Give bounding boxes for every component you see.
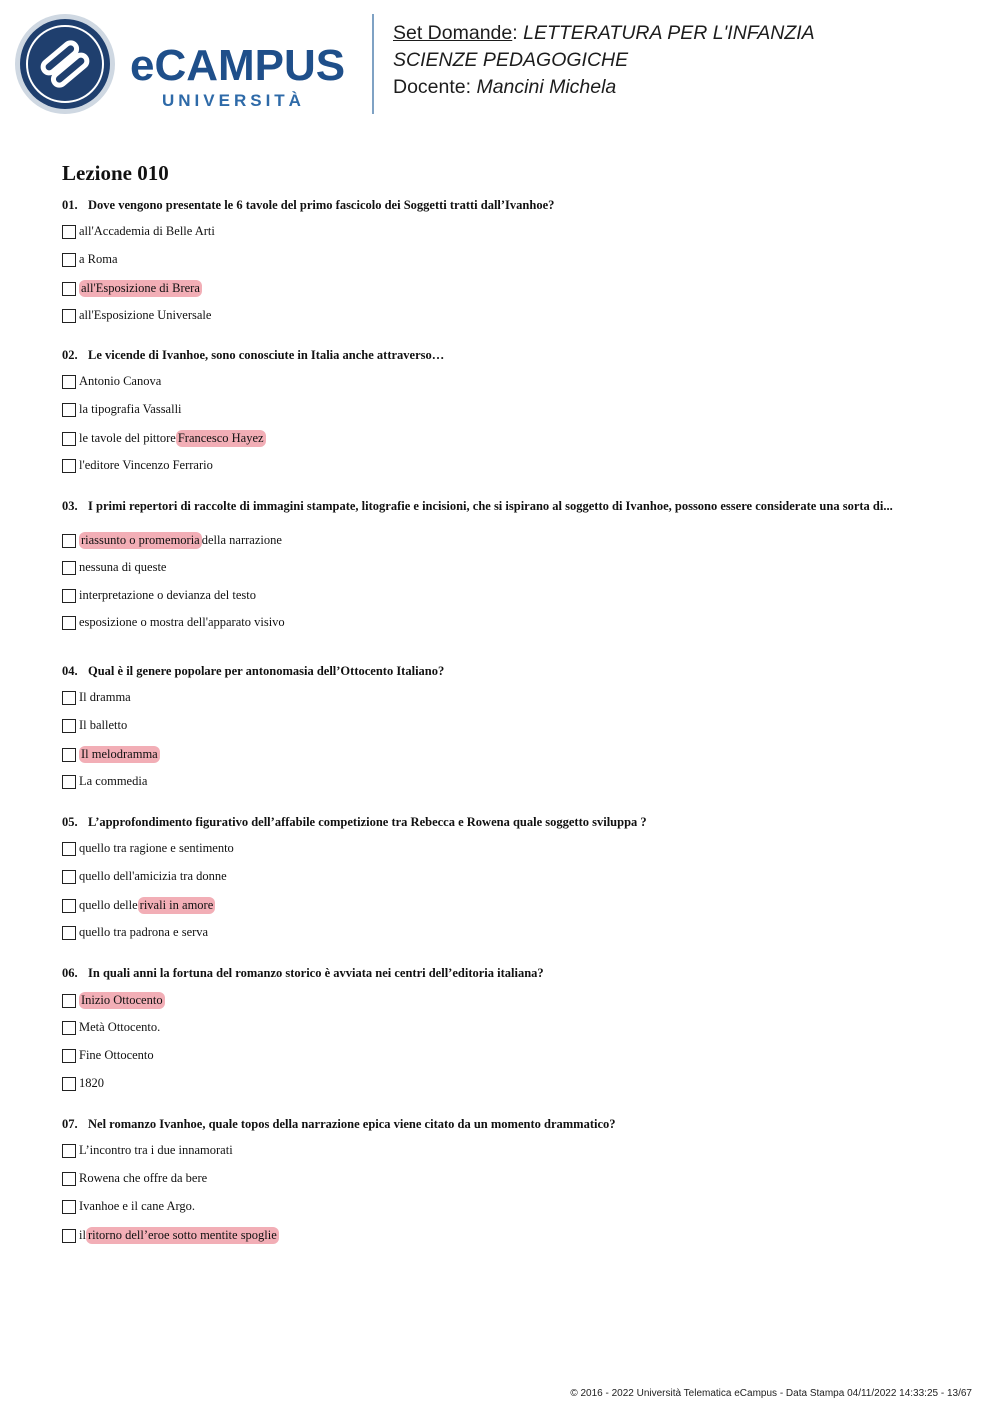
answer-text: interpretazione o devianza del testo [79, 588, 257, 602]
answer-option[interactable] [62, 690, 131, 705]
answer-checkbox[interactable] [62, 1144, 76, 1158]
question-number: 07. [62, 1117, 78, 1131]
answer-option[interactable] [62, 532, 282, 549]
teacher-name: Mancini Michela [476, 76, 617, 98]
answer-checkbox[interactable] [62, 899, 76, 913]
answer-text: quello delle [79, 898, 138, 912]
question-text [62, 499, 893, 514]
answer-option[interactable] [62, 615, 285, 630]
course-line: Set Domande: LETTERATURA PER L'INFANZIA [393, 22, 815, 44]
highlighted-answer-text: rivali in amore [139, 898, 214, 912]
answer-option[interactable] [62, 1227, 279, 1244]
question-text [62, 198, 554, 213]
answer-checkbox[interactable] [62, 282, 76, 296]
answer-option[interactable] [62, 1143, 233, 1158]
lesson-title: Lezione 010 [62, 161, 169, 185]
answer-checkbox[interactable] [62, 561, 76, 575]
answer-text: Fine Ottocento [79, 1048, 154, 1062]
answer-option[interactable] [62, 374, 161, 389]
answer-text: all'Accademia di Belle Arti [79, 224, 215, 238]
answer-option[interactable] [62, 588, 256, 603]
answer-option[interactable] [62, 1171, 207, 1186]
answer-text: quello tra ragione e sentimento [79, 841, 234, 855]
header-divider [372, 14, 374, 114]
question-label: In quali anni la fortuna del romanzo storico è avviata nei centri dell’editoria italiana? [88, 966, 544, 980]
answer-text: le tavole del pittore [79, 431, 176, 445]
question-label: I primi repertori di raccolte di immagini stampate, litografie e incisioni, che si ispirano al soggetto di Ivanhoe, possono essere considerate una sorta di... [88, 499, 893, 513]
answer-checkbox[interactable] [62, 253, 76, 267]
question-number: 04. [62, 664, 78, 678]
answer-checkbox[interactable] [62, 1200, 76, 1214]
answer-option[interactable] [62, 897, 215, 914]
header-info [393, 20, 815, 101]
answer-option[interactable] [62, 308, 211, 323]
question-label: Le vicende di Ivanhoe, sono conosciute in Italia anche attraverso… [88, 348, 445, 362]
question-label: Qual è il genere popolare per antonomasia dell’Ottocento Italiano? [88, 664, 445, 678]
answer-option[interactable] [62, 458, 213, 473]
answer-checkbox[interactable] [62, 926, 76, 940]
question-text [62, 664, 444, 679]
answer-text: La commedia [79, 774, 148, 788]
answer-checkbox[interactable] [62, 691, 76, 705]
highlighted-answer-text: Il melodramma [81, 747, 158, 761]
answer-text: Antonio Canova [79, 374, 162, 388]
answer-option[interactable] [62, 252, 118, 267]
answer-option[interactable] [62, 718, 127, 733]
answer-checkbox[interactable] [62, 309, 76, 323]
answer-checkbox[interactable] [62, 994, 76, 1008]
answer-option[interactable] [62, 841, 234, 856]
question-label: Nel romanzo Ivanhoe, quale topos della narrazione epica viene citato da un momento drammatico? [88, 1117, 616, 1131]
answer-text: l'editore Vincenzo Ferrario [79, 458, 213, 472]
page-header [0, 0, 1000, 130]
question-text [62, 348, 444, 363]
answer-option[interactable] [62, 1199, 195, 1214]
question-number: 03. [62, 499, 78, 513]
footer-text: © 2016 - 2022 Università Telematica eCampus - Data Stampa 04/11/2022 14:33:25 - 13/67 [570, 1388, 972, 1399]
answer-checkbox[interactable] [62, 375, 76, 389]
answer-text: Ivanhoe e il cane Argo. [79, 1199, 196, 1213]
answer-checkbox[interactable] [62, 589, 76, 603]
answer-checkbox[interactable] [62, 1229, 76, 1243]
answer-text: Rowena che offre da bere [79, 1171, 208, 1185]
answer-option[interactable] [62, 992, 165, 1009]
answer-checkbox[interactable] [62, 1049, 76, 1063]
highlighted-answer-text: ritorno dell’eroe sotto mentite spoglie [87, 1228, 277, 1242]
answer-checkbox[interactable] [62, 459, 76, 473]
answer-text: esposizione o mostra dell'apparato visivo [79, 615, 285, 629]
answer-text: quello tra padrona e serva [79, 925, 209, 939]
answer-checkbox[interactable] [62, 842, 76, 856]
answer-checkbox[interactable] [62, 775, 76, 789]
answer-text: all'Esposizione Universale [79, 308, 212, 322]
faculty-name: SCIENZE PEDAGOGICHE [393, 49, 629, 71]
highlighted-answer-text: Inizio Ottocento [81, 993, 163, 1007]
answer-text: L’incontro tra i due innamorati [79, 1143, 233, 1157]
answer-checkbox[interactable] [62, 1021, 76, 1035]
answer-checkbox[interactable] [62, 534, 76, 548]
answer-text: a Roma [79, 252, 118, 266]
question-number: 01. [62, 198, 78, 212]
answer-text: la tipografia Vassalli [79, 402, 182, 416]
answer-option[interactable] [62, 1076, 104, 1091]
answer-checkbox[interactable] [62, 616, 76, 630]
answer-text: Metà Ottocento. [79, 1020, 161, 1034]
question-text [62, 966, 544, 981]
question-label: L’approfondimento figurativo dell’affabile competizione tra Rebecca e Rowena quale soggetto sviluppa ? [88, 815, 647, 829]
answer-text: Il dramma [79, 690, 131, 704]
teacher-label: Docente: [393, 76, 477, 98]
answer-checkbox[interactable] [62, 870, 76, 884]
answer-option[interactable] [62, 1048, 154, 1063]
answer-option[interactable] [62, 774, 147, 789]
set-label: Set Domande [393, 22, 513, 44]
answer-option[interactable] [62, 925, 208, 940]
answer-option[interactable] [62, 869, 227, 884]
answer-checkbox[interactable] [62, 225, 76, 239]
answer-text: nessuna di queste [79, 560, 167, 574]
answer-checkbox[interactable] [62, 1172, 76, 1186]
answer-text: Il balletto [79, 718, 128, 732]
answer-checkbox[interactable] [62, 432, 76, 446]
highlighted-answer-text: riassunto o promemoria [81, 533, 200, 547]
logo-subtitle: UNIVERSITÀ [162, 91, 305, 110]
answer-option[interactable] [62, 430, 266, 447]
highlighted-answer-text: all'Esposizione di Brera [81, 281, 200, 295]
answer-text: il [79, 1228, 86, 1242]
highlighted-answer-text: Francesco Hayez [177, 431, 264, 445]
logo-brand: eCAMPUS [130, 41, 346, 90]
teacher-line [393, 74, 815, 101]
course-name: LETTERATURA PER L'INFANZIA [523, 22, 815, 44]
answer-option[interactable] [62, 280, 202, 297]
question-text [62, 815, 647, 830]
answer-text: 1820 [79, 1076, 104, 1090]
answer-text: quello dell'amicizia tra donne [79, 869, 227, 883]
question-number: 05. [62, 815, 78, 829]
answer-option[interactable] [62, 560, 166, 575]
question-number: 06. [62, 966, 78, 980]
question-number: 02. [62, 348, 78, 362]
answer-checkbox[interactable] [62, 1077, 76, 1091]
question-label: Dove vengono presentate le 6 tavole del primo fascicolo dei Soggetti tratti dall’Ivanhoe? [88, 198, 555, 212]
ecampus-logo [14, 12, 364, 116]
answer-option[interactable] [62, 224, 215, 239]
answer-text: della narrazione [201, 533, 282, 547]
question-text [62, 1117, 616, 1132]
answer-checkbox[interactable] [62, 748, 76, 762]
answer-option[interactable] [62, 1020, 160, 1035]
answer-option[interactable] [62, 402, 182, 417]
answer-option[interactable] [62, 746, 160, 763]
answer-checkbox[interactable] [62, 719, 76, 733]
answer-checkbox[interactable] [62, 403, 76, 417]
